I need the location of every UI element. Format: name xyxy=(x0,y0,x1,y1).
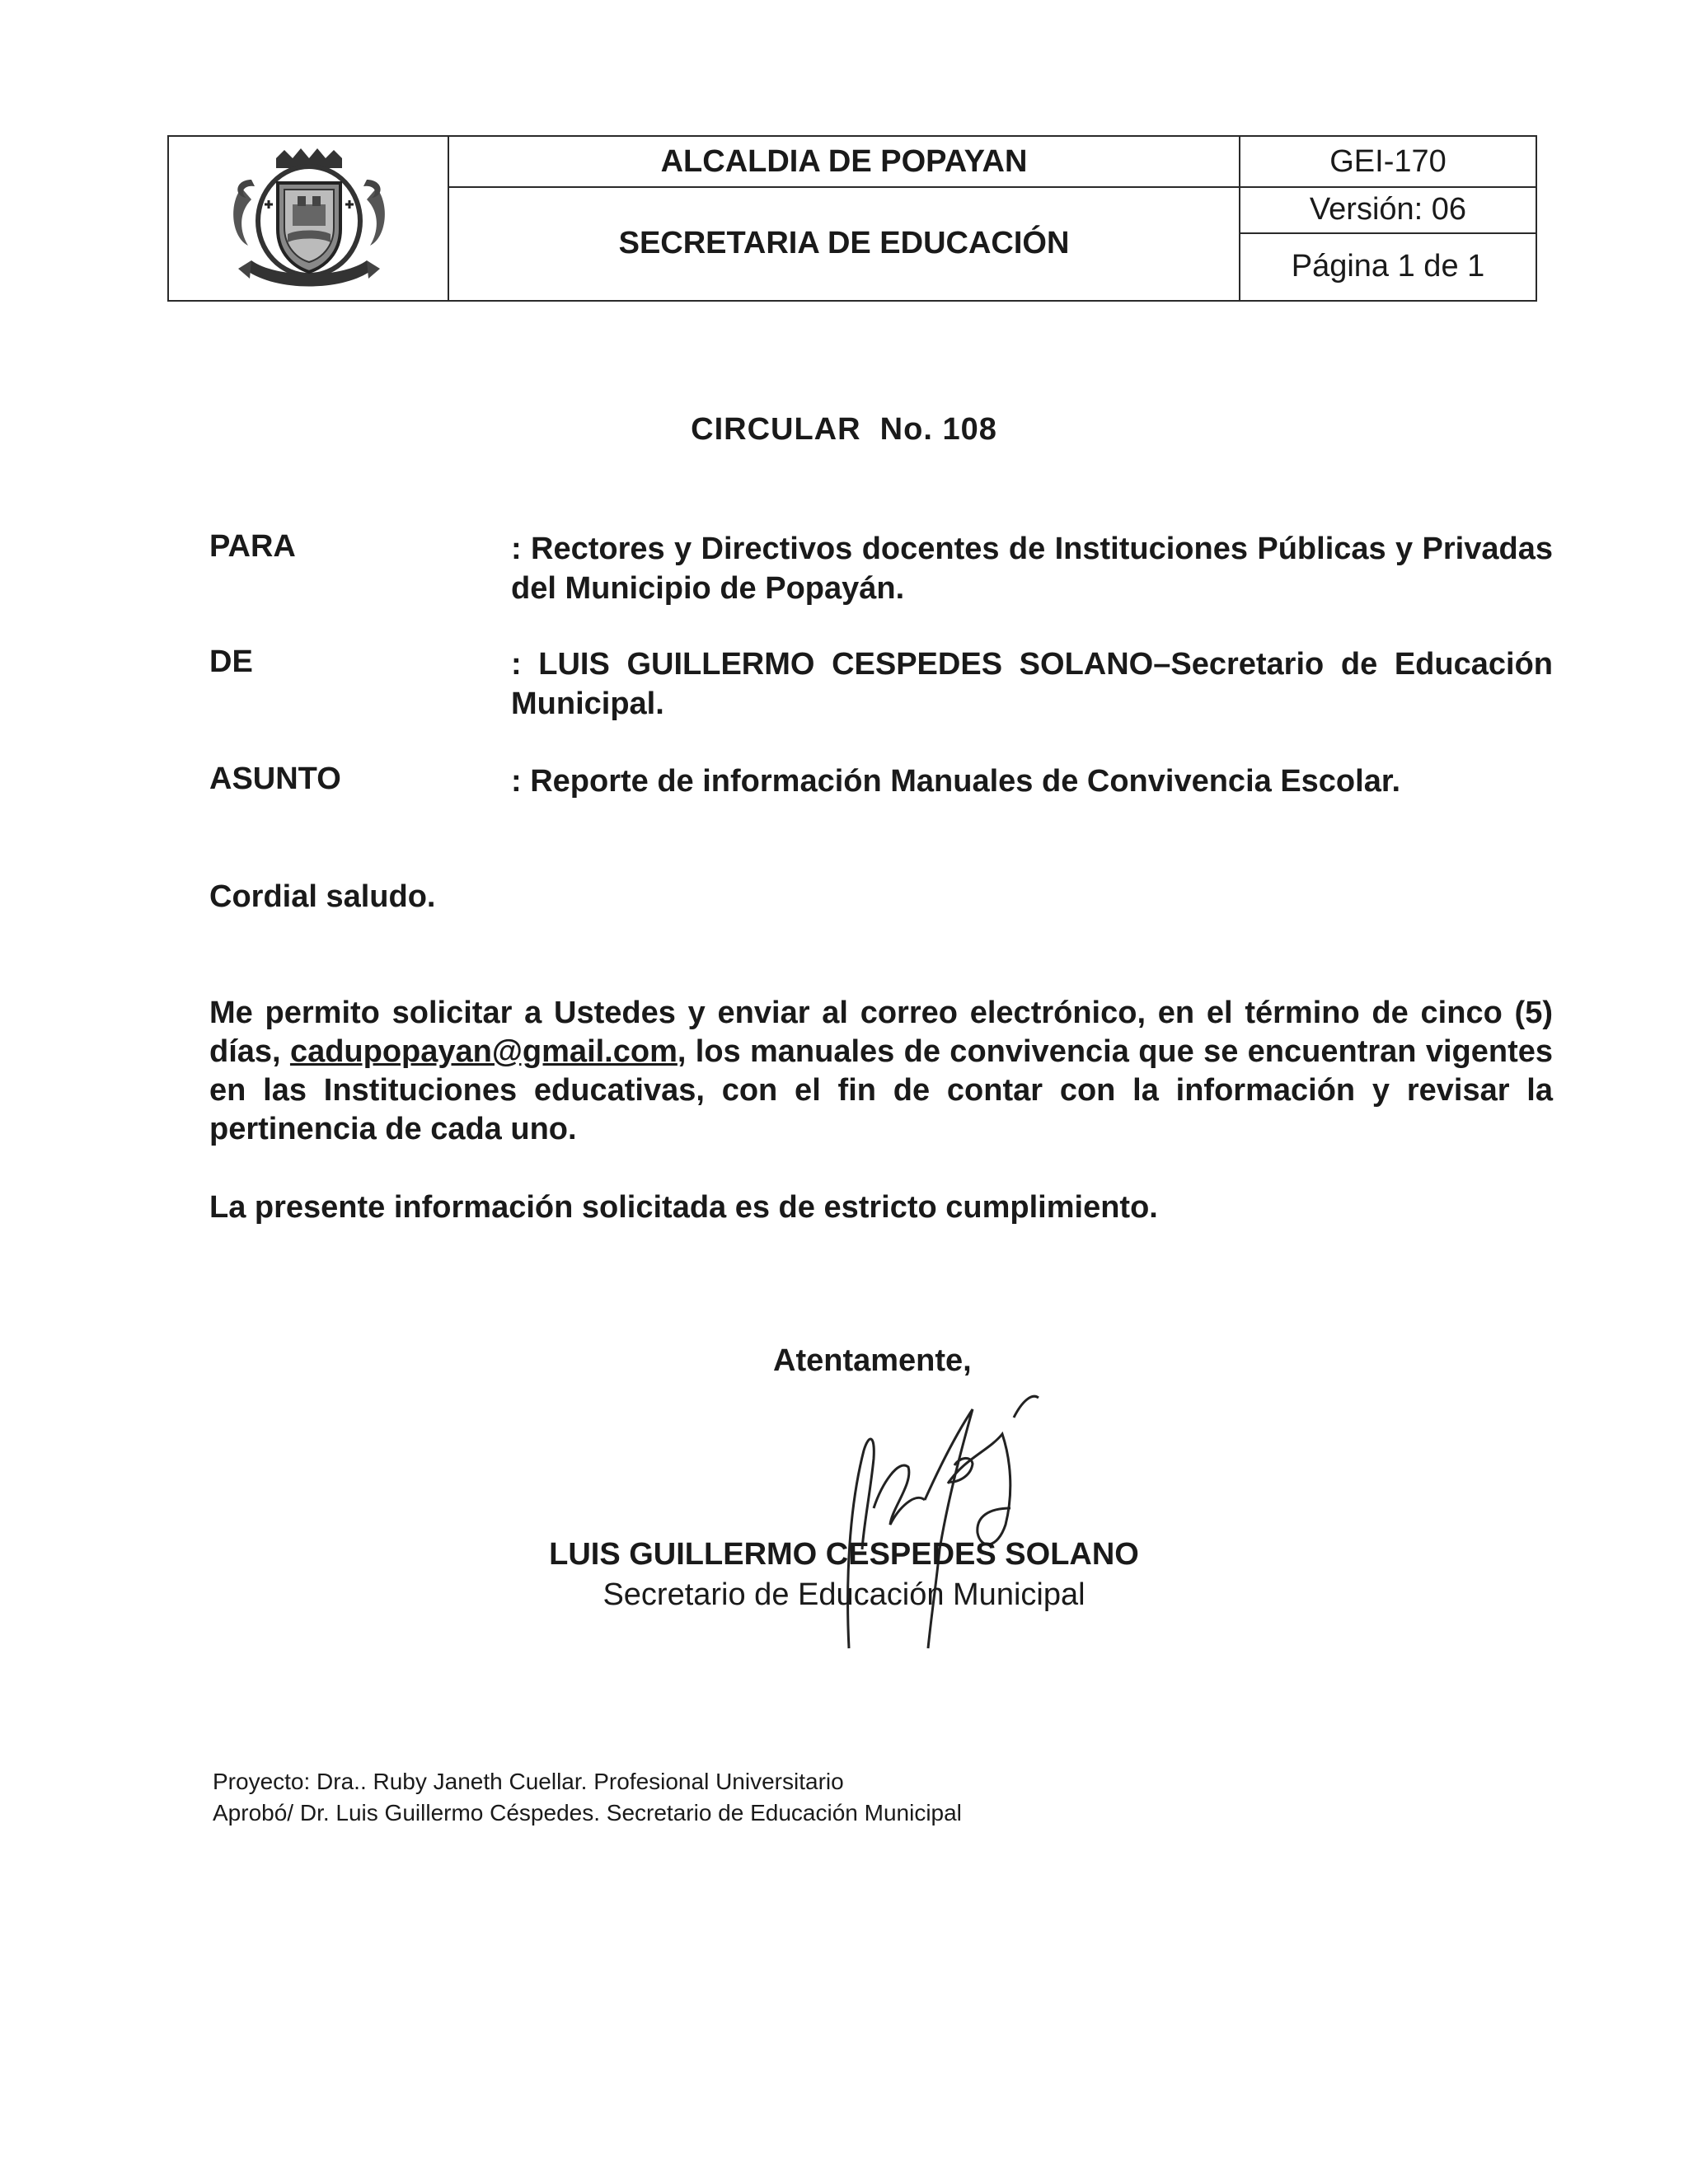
field-value: : LUIS GUILLERMO CESPEDES SOLANO–Secretario de Educación Municipal. xyxy=(511,647,1553,721)
circular-title: CIRCULAR No. 108 xyxy=(691,412,997,447)
field-label: ASUNTO xyxy=(209,762,341,796)
coat-of-arms-icon xyxy=(227,147,392,292)
body-paragraph-2: La presente información solicitada es de estricto cumplimiento. xyxy=(209,1190,1158,1225)
field-label: DE xyxy=(209,644,253,679)
paragraph-text: , los manuales de convivencia que se encuentran vigentes en las Instituciones educativas, con el fin de contar con la información y revisar la pertinencia de cada uno. xyxy=(209,1034,1554,1146)
meta-cell xyxy=(1240,137,1536,300)
document-version: Versión: 06 xyxy=(1240,186,1536,234)
footer-line-2: Aprobó/ Dr. Luis Guillermo Céspedes. Secretario de Educación Municipal xyxy=(213,1800,962,1825)
title-cell xyxy=(449,137,1240,300)
document-code: GEI-170 xyxy=(1240,137,1536,188)
field-value: : Rectores y Directivos docentes de Instituciones Públicas y Privadas del Municipio de Popayán. xyxy=(511,532,1553,606)
body-paragraph-1 xyxy=(209,994,1553,1149)
greeting: Cordial saludo. xyxy=(209,879,436,914)
closing: Atentamente, xyxy=(773,1343,972,1378)
field-label: PARA xyxy=(209,529,296,564)
signatory-name: LUIS GUILLERMO CESPEDES SOLANO xyxy=(549,1537,1139,1572)
page-indicator: Página 1 de 1 xyxy=(1291,248,1485,284)
footer-line-1: Proyecto: Dra.. Ruby Janeth Cuellar. Profesional Universitario xyxy=(213,1769,844,1794)
email-link[interactable]: cadupopayan@gmail.com xyxy=(289,1034,678,1069)
organization-name: ALCALDIA DE POPAYAN xyxy=(449,137,1239,188)
paragraph-text: Me permito solicitar a Ustedes y enviar al correo electrónico, en el término de cinco (5) días, xyxy=(209,996,1553,1069)
department-name: SECRETARIA DE EDUCACIÓN xyxy=(618,225,1070,260)
handwritten-signature xyxy=(816,1385,1063,1657)
document-header xyxy=(167,135,1537,302)
field-value: : Reporte de información Manuales de Convivencia Escolar. xyxy=(511,764,1401,799)
signatory-title: Secretario de Educación Municipal xyxy=(603,1577,1085,1612)
logo-cell xyxy=(169,137,449,300)
